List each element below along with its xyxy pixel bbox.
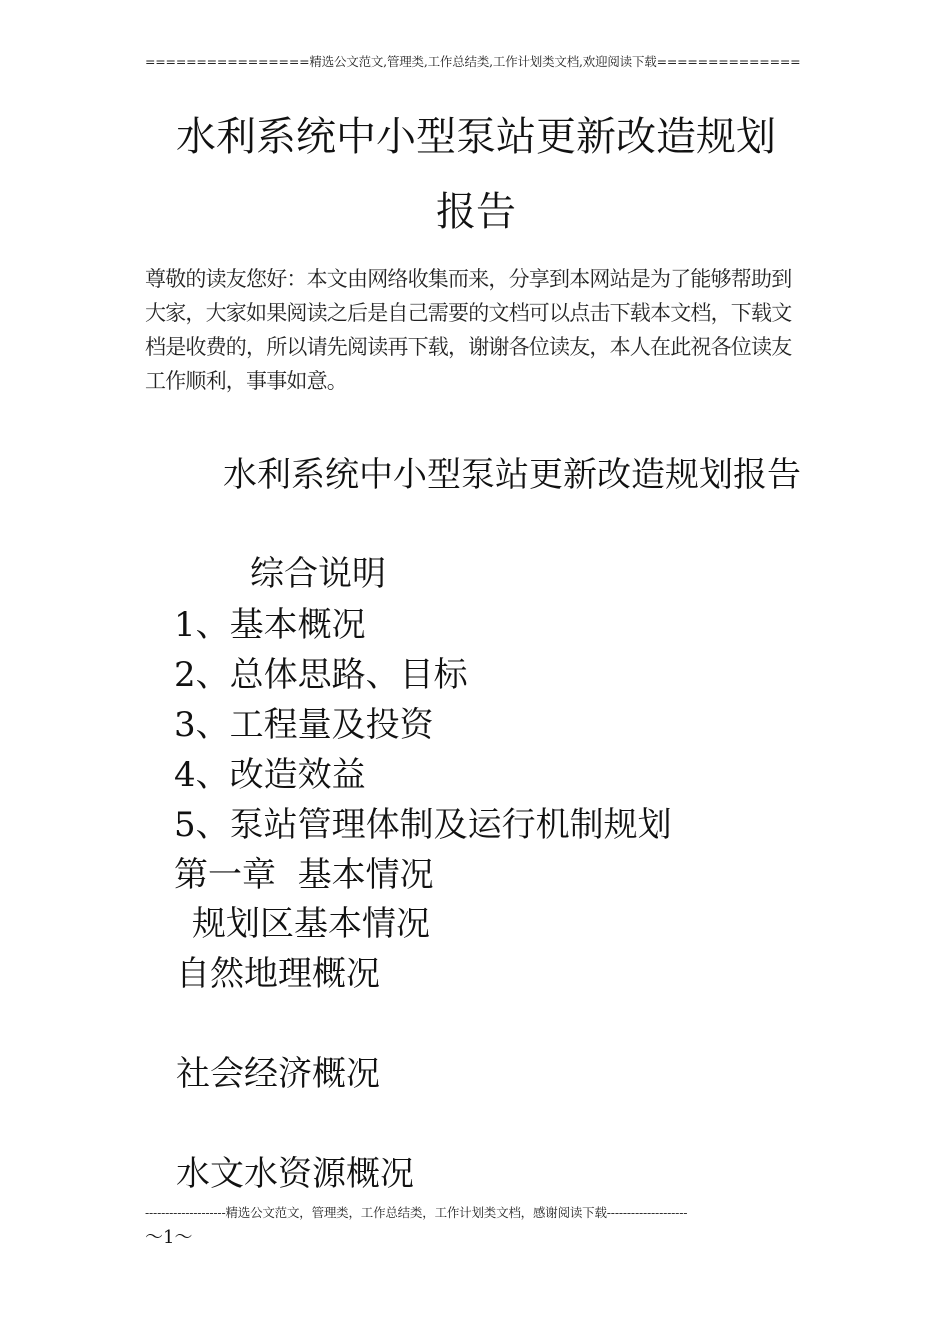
summary-item-1: 1、基本概况	[174, 605, 366, 645]
page-number: ～1～	[145, 1227, 193, 1248]
body-document-title: 水利系统中小型泵站更新改造规划报告	[223, 455, 801, 495]
summary-item-2: 2、总体思路、目标	[174, 655, 468, 695]
document-title-line-2: 报告	[436, 189, 516, 235]
summary-item-3: 3、工程量及投资	[174, 705, 434, 745]
document-title-line-1: 水利系统中小型泵站更新改造规划	[176, 114, 776, 160]
summary-item-5: 5、泵站管理体制及运行机制规划	[174, 805, 672, 845]
page-header: ================精选公文范文,管理类,工作总结类,工作计划类文档,欢迎阅读下载==============	[145, 54, 801, 69]
section-water-heading: 水文水资源概况	[176, 1154, 414, 1194]
reader-greeting: 尊敬的读友您好：本文由网络收集而来，分享到本网站是为了能够帮助到大家，大家如果阅读之后是自己需要的文档可以点击下载本文档，下载文档是收费的，所以请先阅读再下载，谢谢各位读友，本人在此祝各位读友工作顺利，事事如意。	[145, 267, 792, 393]
summary-heading: 综合说明	[250, 554, 386, 594]
section-economy-heading: 社会经济概况	[176, 1054, 380, 1094]
page-footer: --------------------精选公文范文，管理类，工作总结类，工作计划类文档，感谢阅读下载--------------------	[145, 1205, 688, 1220]
section-region-heading: 规划区基本情况	[192, 904, 430, 944]
section-nature-heading: 自然地理概况	[176, 954, 380, 994]
chapter-1-heading: 第一章 基本情况	[174, 855, 434, 895]
summary-item-4: 4、改造效益	[174, 755, 366, 795]
